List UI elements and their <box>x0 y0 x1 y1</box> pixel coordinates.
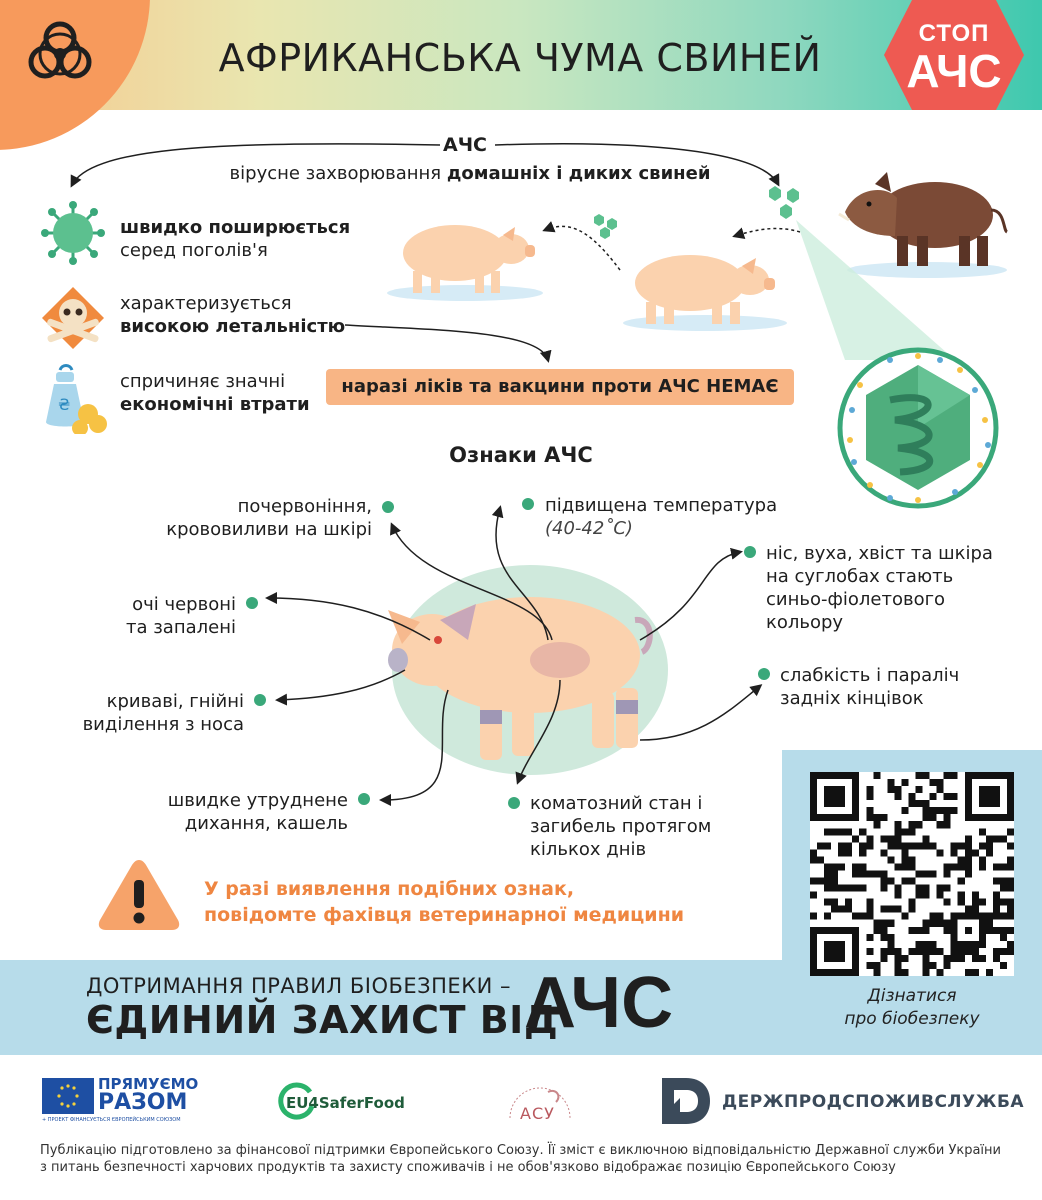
skull-warning-icon <box>40 285 106 351</box>
warning-text <box>204 876 764 928</box>
sign-dot <box>382 501 394 513</box>
sign-skin-line3: синьо-фіолетового <box>766 589 946 610</box>
sign-weakness-line1: слабкість і параліч <box>780 665 960 686</box>
sign-temperature-line2: (40-42˚C) <box>545 518 633 539</box>
qr-code[interactable] <box>810 772 1014 976</box>
sign-redness-line2: крововиливи на шкірі <box>166 519 372 540</box>
sign-temperature <box>545 494 777 540</box>
sign-skin-color <box>766 542 993 634</box>
sign-coma <box>530 792 711 861</box>
banner-line2: ЄДИНИЙ ЗАХИСТ ВІД <box>86 998 559 1042</box>
fact-losses <box>120 370 310 416</box>
fact-lethality-line2: високою летальністю <box>120 316 346 337</box>
qr-caption-line2: про біобезпеку <box>844 1009 980 1029</box>
logo-pryamuyemo <box>98 1076 198 1114</box>
sign-redness <box>110 495 372 541</box>
sign-redness-line1: почервоніння, <box>237 496 372 517</box>
sign-weakness-line2: задніх кінцівок <box>780 688 924 709</box>
sign-breathing-line1: швидке утруднене <box>167 790 348 811</box>
logo-eu4saferfood: EU4SaferFood <box>286 1094 405 1112</box>
logo-derzhprodspozhyvsluzhba: ДЕРЖПРОДСПОЖИВСЛУЖБА <box>722 1092 1025 1112</box>
virus-particles-small-icon <box>592 212 620 240</box>
sign-nose-line1: криваві, гнійні <box>106 691 244 712</box>
logo-pryamuyemo-line2: РАЗОМ <box>98 1090 188 1115</box>
sign-eyes-line1: очі червоні <box>132 594 236 615</box>
banner-line1: ДОТРИМАННЯ ПРАВИЛ БІОБЕЗПЕКИ – <box>86 974 511 998</box>
sign-dot <box>744 546 756 558</box>
sign-nose-line2: виділення з носа <box>82 714 244 735</box>
intro-desc-bold: домашніх і диких свиней <box>446 163 711 184</box>
fact-spread <box>120 216 350 262</box>
qr-caption-line1: Дізнатися <box>867 986 957 1006</box>
sign-skin-line2: на суглобах стають <box>766 566 954 587</box>
qr-caption <box>782 985 1042 1031</box>
logo-asu: АСУ <box>520 1104 555 1123</box>
virus-icon <box>40 200 106 266</box>
fact-spread-line1: швидко поширюється <box>120 217 351 238</box>
sign-eyes <box>30 593 236 639</box>
sign-dot <box>358 793 370 805</box>
footer-disclaimer <box>40 1142 1020 1176</box>
sign-dot <box>254 694 266 706</box>
sign-nose <box>30 690 244 736</box>
sign-dot <box>246 597 258 609</box>
sign-breathing-line2: дихання, кашель <box>184 813 348 834</box>
sign-dot <box>758 668 770 680</box>
warning-line2: повідомте фахівця ветеринарної медицини <box>204 904 685 926</box>
pig-illustration-left <box>385 205 545 305</box>
sign-dot <box>522 498 534 510</box>
no-cure-notice: наразі ліків та вакцини проти АЧС НЕМАЄ <box>326 369 794 405</box>
fact-lethality <box>120 292 345 338</box>
svg-text:₴: ₴ <box>58 395 71 414</box>
sign-coma-line2: загибель протягом <box>530 816 712 837</box>
badge-line1: СТОП <box>918 20 990 47</box>
fact-lethality-line1: характеризується <box>120 293 292 314</box>
sign-skin-line4: кольору <box>766 612 844 633</box>
warning-line1: У разі виявлення подібних ознак, <box>204 878 575 900</box>
badge-line2: АЧС <box>906 45 1002 97</box>
sign-temperature-line1: підвищена температура <box>545 495 778 516</box>
logo-pryamuyemo-line1: ПРЯМУЄМО <box>98 1075 199 1093</box>
fact-spread-line2: серед поголів'я <box>120 240 268 261</box>
banner-big-text: АЧС <box>524 963 674 1043</box>
intro-desc-normal: вірусне захворювання <box>229 163 447 184</box>
intro-heading: АЧС <box>442 134 487 156</box>
warning-icon <box>96 856 182 932</box>
sign-weakness <box>780 664 959 710</box>
footer-line2: з питань безпечності харчових продуктів та захисту споживачів і не обов'язково відображає позицію Європейського Союзу <box>40 1160 896 1175</box>
eu-flag-icon <box>42 1078 94 1114</box>
sign-coma-line1: коматозний стан і <box>530 793 703 814</box>
logo-pryamuyemo-sub: + ПРОЕКТ ФІНАНСУЄТЬСЯ ЄВРОПЕЙСЬКИМ СОЮЗОМ <box>42 1117 181 1123</box>
sign-eyes-line2: та запалені <box>126 617 236 638</box>
sign-dot <box>508 797 520 809</box>
pig-illustration-right <box>620 238 790 333</box>
fact-losses-line1: спричиняє значні <box>120 371 286 392</box>
fact-losses-line2: економічні втрати <box>120 394 310 415</box>
sign-breathing <box>100 789 348 835</box>
sign-skin-line1: ніс, вуха, хвіст та шкіра <box>766 543 993 564</box>
page-title: АФРИКАНСЬКА ЧУМА СВИНЕЙ <box>218 36 822 80</box>
derzh-logo-icon <box>662 1078 710 1124</box>
sign-coma-line3: кількох днів <box>530 839 647 860</box>
money-bag-icon <box>40 362 108 434</box>
footer-line1: Публікацію підготовлено за фінансової підтримки Європейського Союзу. Її зміст є виключною відповідальністю Державної служби України <box>40 1143 1001 1158</box>
signs-title: Ознаки АЧС <box>449 443 593 467</box>
